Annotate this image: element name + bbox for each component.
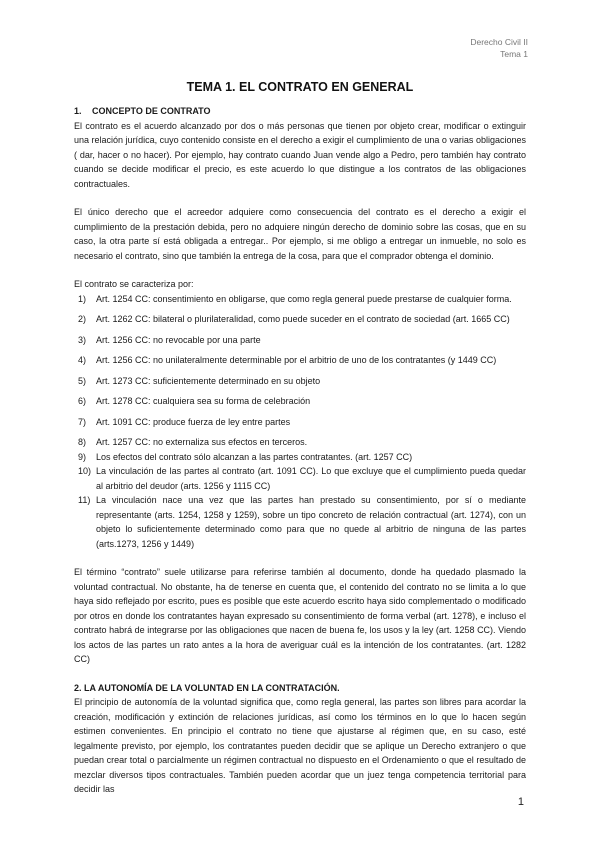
list-item: 1) Art. 1254 CC: consentimiento en obligarse, que como regla general puede prestarse de cualquier forma. <box>78 293 512 304</box>
document-body <box>74 104 526 797</box>
list-item: 3) Art. 1256 CC: no revocable por una parte <box>78 334 261 345</box>
running-header <box>470 36 528 60</box>
section-1-heading <box>74 104 526 119</box>
header-topic: Tema 1 <box>500 49 528 59</box>
characteristics-list <box>74 292 526 552</box>
list-item: 7) Art. 1091 CC: produce fuerza de ley entre partes <box>78 416 291 427</box>
list-item: 6) Art. 1278 CC: cualquiera sea su forma de celebración <box>78 396 311 406</box>
list-item: 5) Art. 1273 CC: suficientemente determinado en su objeto <box>78 375 321 386</box>
list-item: 10) La vinculación de las partes al contrato (art. 1091 CC). Lo que excluye que el cumplimiento pueda quedar al arbitrio del deudor (arts. 1256 y 1115 CC) <box>78 466 526 491</box>
section-2-heading: 2. LA AUTONOMÍA DE LA VOLUNTAD EN LA CONTRATACIÓN. <box>74 682 340 693</box>
section-1-number: 1. <box>74 106 82 116</box>
paragraph: El término “contrato” suele utilizarse para referirse también al documento, donde ha quedado plasmado la voluntad contractual. No obstante, ha de tenerse en cuenta que, el contenido del contrato no se limita a lo que haya sido reflejado por escrito, pues es posible que este acuerdo escrito haya sido complementado o modificado por otros en donde los contratantes hayan expresado su consentimiento de forma verbal (art. 1278), e incluso el contrato habrá de integrarse por las obligaciones que nacen de buena fe, los usos y la ley (art. 1258 CC). Viendo los actos de las partes un rato antes a la hora de averiguar cuál es la intención de los contratantes. (art. 1282 CC) <box>74 567 526 664</box>
paragraph: El contrato es el acuerdo alcanzado por dos o más personas que tienen por objeto crear, modificar o extinguir una relación jurídica, cuyo contenido consiste en el derecho a exigir el cumplimiento de una o varias obligaciones ( dar, hacer o no hacer). Por ejemplo, hay contrato cuando Juan vende algo a Pedro, pero también hay contrato cuando se decide modificar el precio, es este acuerdo lo que distingue a los contratos de las obligaciones contractuales. <box>74 120 526 189</box>
header-course: Derecho Civil II <box>470 37 528 47</box>
list-item: 4) Art. 1256 CC: no unilateralmente determinable por el arbitrio de uno de los contratantes (y 1449 CC) <box>78 355 497 365</box>
section-1-title: CONCEPTO DE CONTRATO <box>92 106 211 116</box>
list-item: 8) Art. 1257 CC: no externaliza sus efectos en terceros. <box>78 437 308 447</box>
paragraph: El principio de autonomía de la voluntad significa que, como regla general, las partes son libres para acordar la creación, modificación y extinción de relaciones jurídicas, así como los términos en lo que lo hacen según estimen convenientes. En principio el contrato no tiene que ajustarse al régimen que, en su caso, esté legalmente previsto, por ejemplo, los contratantes pueden decidir que se aplique un Derecho extranjero o que puedan crear total o parcialmente un régimen contractual no dispuesto en el Ordenamiento o que el resultado de mezclar diversos tipos contractuales. También pueden acordar que un juez tenga competencia territorial para decidir las <box>74 697 526 794</box>
page-title: TEMA 1. EL CONTRATO EN GENERAL <box>186 80 414 94</box>
page-number: 1 <box>517 796 524 808</box>
list-item: 2) Art. 1262 CC: bilateral o plurilateralidad, como puede suceder en el contrato de sociedad (art. 1665 CC) <box>78 314 510 324</box>
list-item: 11) La vinculación nace una vez que las partes han prestado su consentimiento, por sí o mediante representante (arts. 1254, 1258 y 1259), sobre un tipo concreto de relación contractual (art. 1274), con un objeto lo suficientemente determinado como para que no quede al arbitrio de ninguna de las partes (arts.1273, 1256 y 1449) <box>78 495 526 549</box>
paragraph: El único derecho que el acreedor adquiere como consecuencia del contrato es el derecho a exigir el cumplimiento de la prestación debida, pero no adquiere ningún derecho de dominio sobre las cosas, que en su caso, la otra parte sí está obligada a entregar.. Por ejemplo, si me obligo a entregar un inmueble, no solo es necesario el contrato, sino que también la entrega de la cosa, para que el comprador obtenga el dominio. <box>74 207 526 261</box>
list-intro: El contrato se caracteriza por: <box>74 279 194 289</box>
list-item: 9) Los efectos del contrato sólo alcanzan a las partes contratantes. (art. 1257 CC) <box>78 451 413 462</box>
